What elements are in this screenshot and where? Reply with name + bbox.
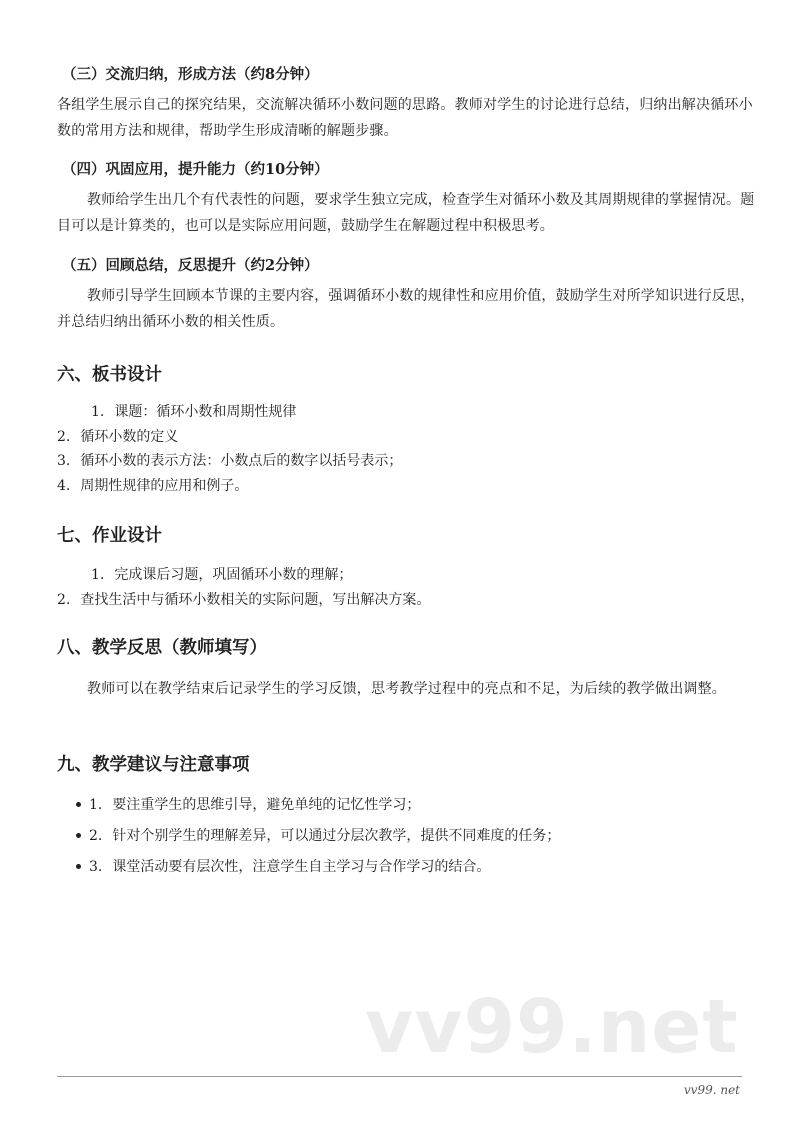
list-item — [76, 795, 420, 815]
list-item-text: 课题：循环小数和周期性规律 — [114, 404, 297, 420]
list-item-text: 要注重学生的思维引导，避免单纯的记忆性学习； — [112, 797, 421, 813]
list-item-number: 1. — [89, 797, 103, 813]
list-item-text: 循环小数的表示方法：小数点后的数字以括号表示； — [80, 453, 403, 469]
list-item-text: 针对个别学生的理解差异，可以通过分层次教学，提供不同难度的任务； — [112, 828, 561, 844]
list-item — [76, 826, 560, 846]
bullet-icon — [76, 833, 81, 838]
footer-divider — [57, 1076, 742, 1077]
list-item-number: 1. — [91, 567, 105, 583]
list-item-number: 3. — [89, 859, 103, 875]
list-item-number: 2. — [89, 828, 103, 844]
watermark: vv99.net — [365, 984, 739, 1070]
board-design-heading: 六、板书设计 — [57, 365, 162, 385]
list-item — [91, 565, 352, 585]
list-item-text: 循环小数的定义 — [80, 429, 179, 445]
footer-site-label: vv99. net — [683, 1083, 740, 1097]
list-item-text: 周期性规律的应用和例子。 — [80, 478, 249, 494]
list-item-text: 完成课后习题，巩固循环小数的理解； — [114, 567, 353, 583]
list-item — [57, 590, 430, 610]
list-item — [57, 476, 248, 496]
list-item-text: 课堂活动要有层次性，注意学生自主学习与合作学习的结合。 — [112, 859, 491, 875]
step3-paragraph: 各组学生展示自己的探究结果，交流解决循环小数问题的思路。教师对学生的讨论进行总结，归纳出解决循环小数的常用方法和规律，帮助学生形成清晰的解题步骤。 — [57, 97, 753, 139]
homework-heading: 七、作业设计 — [57, 526, 162, 546]
advice-heading: 九、教学建议与注意事项 — [57, 755, 250, 775]
bullet-icon — [76, 802, 81, 807]
list-item-number: 3. — [57, 453, 71, 469]
reflection-heading: 八、教学反思（教师填写） — [57, 638, 267, 658]
list-item-number: 2. — [57, 429, 71, 445]
bullet-icon — [76, 864, 81, 869]
list-item — [57, 451, 402, 471]
list-item — [57, 427, 178, 447]
step5-paragraph: 教师引导学生回顾本节课的主要内容，强调循环小数的规律性和应用价值，鼓励学生对所学知识进行反思，并总结归纳出循环小数的相关性质。 — [57, 288, 755, 330]
step5-heading: （五）回顾总结，反思提升（约2分钟） — [62, 257, 319, 274]
list-item — [91, 402, 296, 422]
list-item-number: 4. — [57, 478, 71, 494]
list-item-number: 1. — [91, 404, 105, 420]
step4-heading: （四）巩固应用，提升能力（约10分钟） — [62, 161, 329, 178]
list-item-number: 2. — [57, 592, 71, 608]
step3-heading: （三）交流归纳，形成方法（约8分钟） — [62, 66, 319, 83]
step4-paragraph: 教师给学生出几个有代表性的问题，要求学生独立完成，检查学生对循环小数及其周期规律的掌握情况。题目可以是计算类的，也可以是实际应用问题，鼓励学生在解题过程中积极思考。 — [57, 192, 755, 234]
list-item-text: 查找生活中与循环小数相关的实际问题，写出解决方案。 — [80, 592, 431, 608]
list-item — [76, 857, 490, 877]
reflection-paragraph: 教师可以在教学结束后记录学生的学习反馈，思考教学过程中的亮点和不足，为后续的教学做出调整。 — [87, 681, 726, 697]
